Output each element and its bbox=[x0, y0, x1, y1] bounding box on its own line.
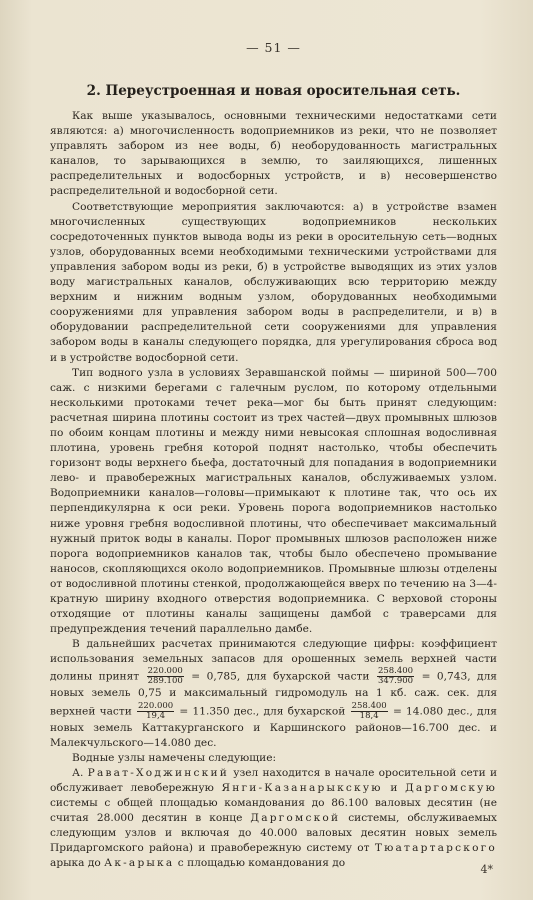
p4-text-2: = 0,743, для новых земель 0,75 и максимальный гидромодуль на 1 кб. саж. сек. для верхней части bbox=[50, 670, 497, 718]
paragraph-6 bbox=[50, 766, 497, 872]
p4-text-3: = 11.350 дес., для бухарской bbox=[179, 705, 346, 718]
paragraph-4 bbox=[50, 637, 497, 750]
place-name-rabat: Рават-Ходжинский bbox=[87, 766, 229, 779]
paragraph-5: Водные узлы намечены следующие: bbox=[72, 751, 277, 764]
p6-text-a3: и bbox=[382, 781, 406, 794]
p6-text-a4: системы с общей площадью командования до 86.100 валовых десятин (не считая 28.000 десятин в конце bbox=[50, 797, 497, 825]
page-number: — 51 — bbox=[246, 40, 301, 55]
p6-text-a2: узел находится в начале оросительной сети и обслуживает левобережную bbox=[50, 766, 497, 794]
p6-text-a5: системы, обслуживаемых следующим узлов и включая до 40.000 валовых десятин новых земель Придаргомского района) и правобережную систему от bbox=[50, 812, 497, 855]
p4-lead: В дальнейших расчетах принимаются следующие цифры: коэффициент использования земельных запасов для орошенных земель верхней части долины принят bbox=[50, 638, 497, 683]
fraction-2: $\frac{258.400}{347.900}$ bbox=[377, 666, 414, 687]
fraction-1: $\frac{220.000}{289.100}$ bbox=[147, 666, 183, 687]
p6-text-a6: арыка до bbox=[50, 857, 105, 870]
p6-text-a7: с площадью командования до bbox=[174, 857, 346, 870]
fraction-3: $\frac{220.000}{19,4}$ bbox=[138, 700, 174, 721]
fraction-4: $\frac{258.400}{18,4}$ bbox=[351, 700, 387, 721]
paragraph-3: Тип водного узла в условиях Зеравшанской поймы — шириной 500—700 саж. с низкими берегами с галечным руслом, по которому отдельными несколькими протоками течет река—мог бы быть принят следующим: расчетная ширина плотины состоит из трех частей—двух промывных шлюзов по обоим концам плотины и между ними невысокая сплошная водосливная плотина, уровень гребня которой поднят настолько, чтобы обеспечить горизонт воды верхнего бьефа, достаточный для попадания в водоприемники лево- и правобережных магистральных каналов, обслуживаемых узлом. Водоприемники каналов—головы—примыкают к плотине так, что ось их перпендикулярна к оси реки. Уровень порога водоприемников настолько ниже уровня гребня водосливной плотины, что обеспечивает максимальный нужный приток воды в каналы. Порог промывных шлюзов расположен ниже порога водоприемников каналов так, чтобы было обеспечено промывание наносов, скопляющихся около водоприемников. Промывные шлюзы отделены от водосливной плотины стенкой, продолжающейся вверх по течению на 3—4-кратную ширину входного отверстия водоприемника. С верховой стороны отходящие от плотины каналы защищены дамбой с траверсами для предупреждения течений параллельно дамбе. bbox=[50, 366, 497, 636]
place-name-yangi: Янги-Казанарыкскую bbox=[221, 781, 383, 794]
paragraph-2: Соответствующие мероприятия заключаются: а) в устройстве взамен многочисленных существующих водоприемников нескольких сосредоточенных пунктов вывода воды из реки в оросительную сеть—водных узлов, оборудованных всеми необходимыми техническими устройствами для управления забором воды из реки, б) в устройстве выводящих из этих узлов воду магистральных каналов, обслуживающих всю территорию между верхним и нижним водным узлом, оборудованных необходимыми сооружениями для управления забором воды в распределители, и в) в оборудовании распределительной сети сооружениями для управления забором воды в каналы следующего порядка, для урегулирования сброса вод и в устройстве водосборной сети. bbox=[50, 200, 497, 364]
p4-text-4: = 14.080 дес., для новых земель Каттакурганского и Каршинского районов—16.700 дес. и Малекчульского—14.080 дес. bbox=[50, 705, 497, 749]
p6-text-a1: А. bbox=[72, 766, 88, 779]
p4-text-1: = 0,785, для бухарской части bbox=[191, 670, 370, 683]
place-name-dargom-2: Даргомской bbox=[250, 812, 341, 825]
section-title: 2. Переустроенная и новая оросительная сеть. bbox=[86, 83, 461, 99]
place-name-tyuatartar: Тюатартарского bbox=[374, 842, 497, 855]
paragraph-1: Как выше указывалось, основными техническими недостатками сети являются: а) многочисленность водоприемников из реки, что не позволяет управлять забором из нее воды, б) необорудованность магистральных каналов, то зарывающихся в землю, то заиляющихся, лишенных распределительных и водосборных устройств, и в) несовершенство распределительной и водосборной сети. bbox=[50, 110, 497, 198]
place-name-dargom: Даргомскую bbox=[405, 781, 497, 794]
place-name-ak-aryk: Ак-арыка bbox=[104, 857, 175, 870]
signature-mark: 4* bbox=[480, 863, 493, 876]
